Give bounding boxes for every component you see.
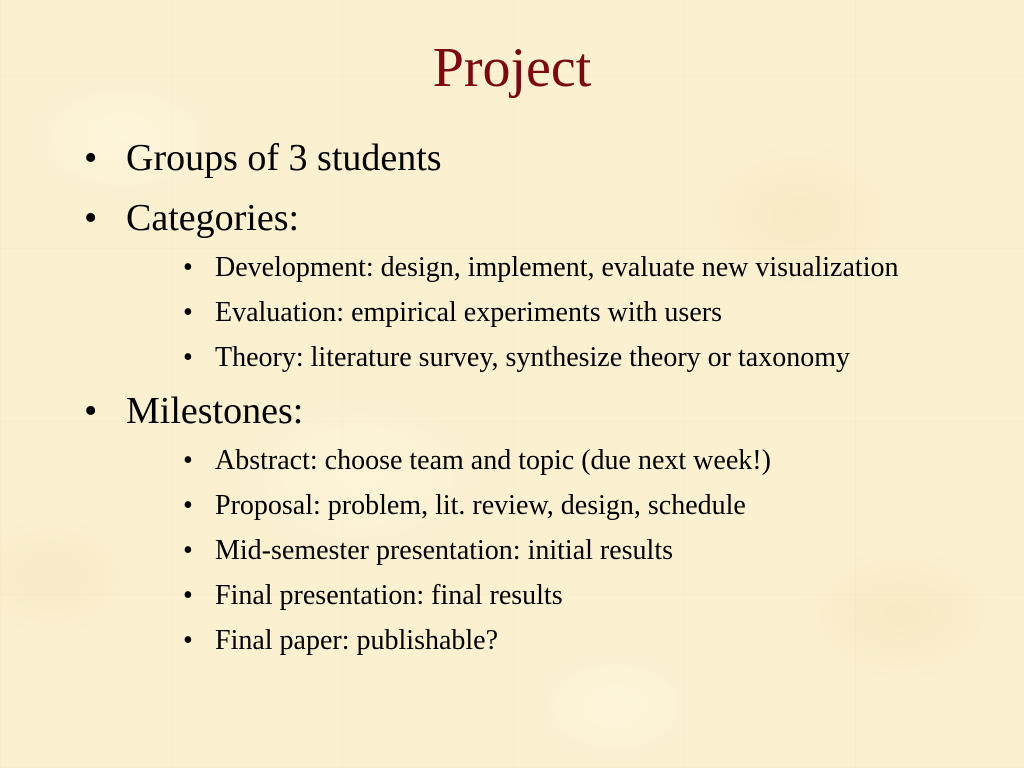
sub-bullet-text: Abstract: choose team and topic (due next week!) <box>215 445 771 476</box>
bullet-icon: • <box>183 625 193 656</box>
bullet-icon: • <box>183 490 193 521</box>
sub-bullet-text: Mid-semester presentation: initial results <box>215 535 674 566</box>
bullet-icon: • <box>183 297 193 328</box>
sub-bullet-item <box>183 250 903 286</box>
bullet-text: Categories: <box>126 197 300 239</box>
bullet-icon: • <box>183 445 193 476</box>
sub-bullet-text: Theory: literature survey, synthesize theory or taxonomy <box>215 342 850 373</box>
bullet-icon: • <box>183 252 193 283</box>
bullet-icon: • <box>84 137 98 179</box>
bullet-text: Groups of 3 students <box>126 137 442 179</box>
sub-bullet-item <box>183 443 903 479</box>
bullet-item-groups <box>84 134 964 183</box>
sub-bullet-text: Evaluation: empirical experiments with users <box>215 297 722 328</box>
bullet-list <box>84 134 964 659</box>
sub-bullet-text: Proposal: problem, lit. review, design, schedule <box>215 490 746 521</box>
slide-title: Project <box>432 37 592 99</box>
sub-bullet-item <box>183 488 903 524</box>
sub-bullet-list <box>183 443 903 659</box>
bullet-text: Milestones: <box>126 390 304 432</box>
bullet-icon: • <box>183 342 193 373</box>
sub-bullet-item <box>183 623 903 659</box>
bullet-icon: • <box>183 535 193 566</box>
sub-bullet-text: Development: design, implement, evaluate new visualization <box>215 252 899 283</box>
sub-bullet-list <box>183 250 903 376</box>
sub-bullet-item <box>183 533 903 569</box>
bullet-icon: • <box>84 390 98 432</box>
sub-bullet-item <box>183 295 903 331</box>
bullet-icon: • <box>84 197 98 239</box>
sub-bullet-text: Final paper: publishable? <box>215 625 499 656</box>
sub-bullet-item <box>183 578 903 614</box>
sub-bullet-text: Final presentation: final results <box>215 580 563 611</box>
bullet-item-milestones <box>84 387 964 659</box>
bullet-item-categories <box>84 194 964 376</box>
sub-bullet-item <box>183 340 903 376</box>
bullet-icon: • <box>183 580 193 611</box>
